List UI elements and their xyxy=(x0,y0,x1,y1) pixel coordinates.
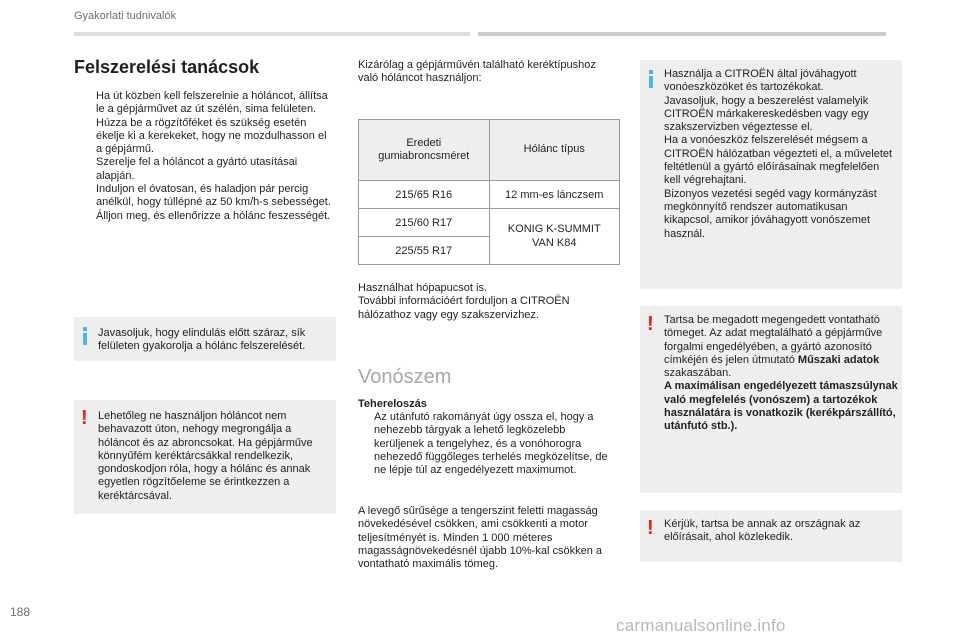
table-header-chain-type: Hólánc típus xyxy=(489,120,620,181)
warning-box-towable-mass: ! Tartsa be megadott megengedett vontatható tömeget. Az adat megtalálható a gépjárműve forgalmi engedélyében, a gyártó azonosító címkéjén és jelen útmutató Műszaki adatok szakaszában. A maximálisan engedélyezett támaszsúlynak való megfelelés (vonószem) a tartozékok használatára is vonatkozik (kerékpárszállító, utánfutó stb.). xyxy=(640,306,902,493)
info-icon xyxy=(83,327,87,345)
list-item: Induljon el óvatosan, és haladjon pár percig anélkül, hogy túllépné az 50 km/h-s sebességet. xyxy=(96,183,331,209)
mounting-steps-list xyxy=(80,90,332,223)
list-item: Húzza be a rögzítőféket és szükség esetén ékelje ki a kerekeket, hogy ne mozdulhasson el a gépjármű. xyxy=(96,116,327,156)
snow-chain-table xyxy=(358,119,620,265)
page-number: 188 xyxy=(10,605,31,619)
load-distribution-list xyxy=(358,411,610,477)
info-box-practice: Javasoljuk, hogy elindulás előtt száraz, sík felületen gyakorolja a hólánc felszerelését. xyxy=(74,317,336,361)
header-divider-right xyxy=(478,32,886,36)
watermark: carmanualsonline.info xyxy=(616,616,786,635)
after-table-text: Használhat hópapucsot is. További információért forduljon a CITROËN hálózathoz vagy egy szakszervizhez. xyxy=(358,282,570,321)
table-cell: 215/60 R17 xyxy=(359,209,490,237)
table-row xyxy=(359,209,620,237)
list-item: Álljon meg, és ellenőrizze a hólánc feszességét. xyxy=(96,209,331,222)
table-cell: KONIG K-SUMMIT VAN K84 xyxy=(489,209,620,265)
header-divider-left xyxy=(74,32,470,36)
load-distribution-title: Tehereloszás xyxy=(358,398,427,410)
towing-eye-title: Vonószem xyxy=(358,366,452,388)
table-cell: 215/65 R16 xyxy=(359,181,490,209)
warning-exclamation-icon: ! xyxy=(81,407,88,429)
table-cell: 12 mm-es lánczsem xyxy=(489,181,620,209)
warning-exclamation-icon: ! xyxy=(647,313,654,335)
section-title: Felszerelési tanácsok xyxy=(74,57,260,77)
warning-exclamation-icon: ! xyxy=(647,517,654,539)
air-density-text: A levegő sűrűsége a tengerszint feletti magasság növekedésével csökken, ami csökkenti a motor teljesítményét is. Minden 1 000 méteres magasságnövekedésnél újabb 10%-kal csökken a vontatható maximális tömeg. xyxy=(358,505,602,571)
running-header: Gyakorlati tudnivalók xyxy=(74,10,177,22)
list-item: Az utánfutó rakományát úgy ossza el, hogy a nehezebb tárgyak a lehető legközelebb kerüljenek a tengelyhez, és a vonóhorogra nehezedő függőleges terhelés megközelítse, de ne lépje túl az engedélyezett maximumot. xyxy=(374,411,608,477)
warning-box-country-rules: ! Kérjük, tartsa be annak az országnak az előírásait, ahol közlekedik. xyxy=(640,510,902,562)
warning-box-rims: ! Lehetőleg ne használjon hóláncot nem behavazott úton, nehogy megrongálja a hóláncot és az abroncsokat. Ha gépjárműve könnyűfém keréktárcsákkal rendelkezik, gondoskodjon róla, hogy a hólánc és annak egyetlen rögzítőeleme se érintkezzen a keréktárcsával. xyxy=(74,400,336,514)
intro-text: Kizárólag a gépjárművén található keréktípushoz való hóláncot használjon: xyxy=(358,59,596,85)
info-box-towing-accessories: Használja a CITROËN által jóváhagyott vonóeszközöket és tartozékokat. Javasoljuk, hogy a beszerelést valamelyik CITROËN márkakereskedésben vagy egy szakszervizben végeztesse el. Ha a vonóeszköz felszerelését mégsem a CITROËN hálózatban végezteti el, a műveletet feltétlenül a gyártó előírásainak megfelelően kell végrehajtani. Bizonyos vezetési segéd vagy kormányzást megkönnyítő rendszer automatikusan kikapcsol, amikor jóváhagyott vonószemet használ. xyxy=(640,60,902,289)
info-icon xyxy=(649,70,653,88)
table-row xyxy=(359,181,620,209)
table-cell: 225/55 R17 xyxy=(359,237,490,265)
table-header-tire-size: Eredeti gumiabroncsméret xyxy=(359,120,490,181)
list-item: Szerelje fel a hóláncot a gyártó utasításai alapján. xyxy=(96,156,298,182)
list-item: Ha út közben kell felszerelnie a hóláncot, állítsa le a gépjárművet az út szélén, sima felületen. xyxy=(96,90,328,116)
